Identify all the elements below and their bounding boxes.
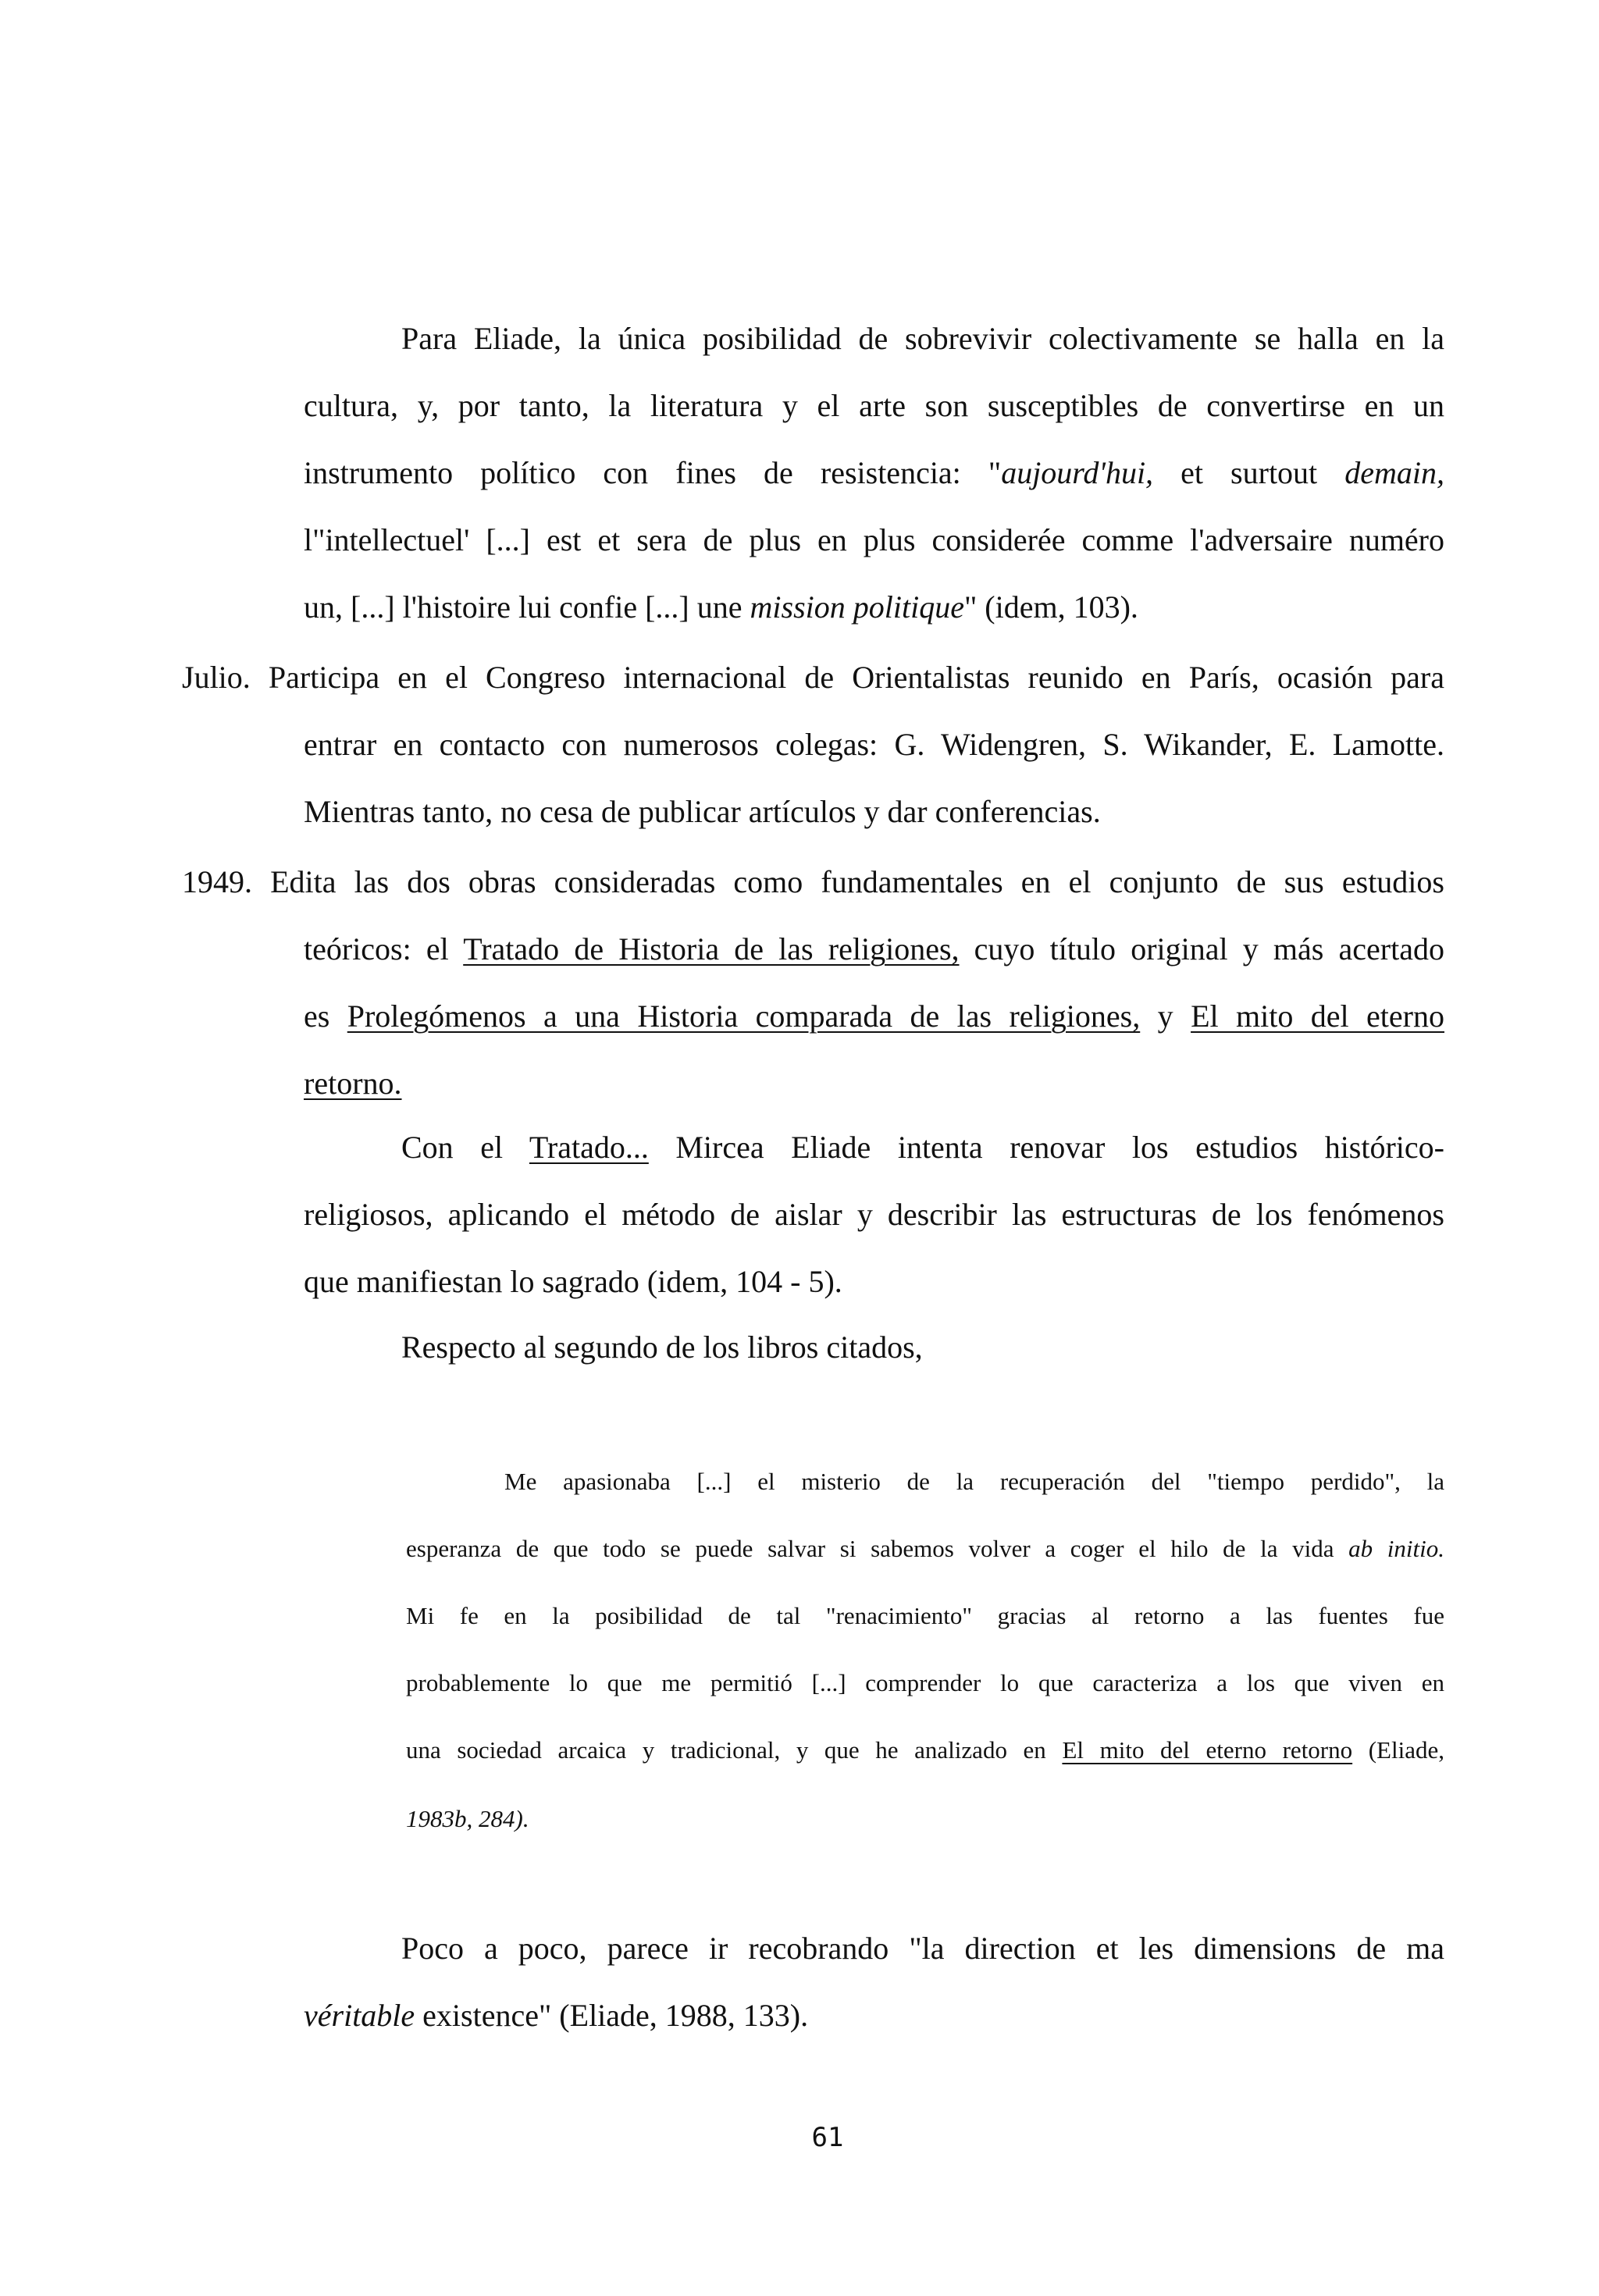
- text: l"intellectuel' [...] est et sera de plus en plus considerée comme l'adversaire numéro: [304, 522, 1444, 557]
- text: un, [...] l'histoire lui confie [...] une: [304, 589, 750, 625]
- underlined-book-title: El mito del eterno: [1191, 998, 1444, 1034]
- paragraph-2-line-3: [304, 1263, 842, 1301]
- paragraph-1-line-3: [304, 454, 1444, 492]
- underlined-book-title: retorno.: [304, 1066, 402, 1101]
- text: que manifiestan lo sagrado (idem, 104 - 5).: [304, 1264, 842, 1299]
- text: Respecto al segundo de los libros citados,: [401, 1330, 923, 1365]
- italic-text: mission politique: [750, 589, 964, 625]
- underlined-book-title: Prolegómenos a una Historia comparada de las religiones,: [347, 998, 1141, 1034]
- text: " (idem, 103).: [963, 589, 1138, 625]
- italic-text: demain,: [1344, 455, 1444, 490]
- paragraph-1-line-2: [304, 387, 1444, 425]
- text: Julio. Participa en el Congreso internacional de Orientalistas reunido en París, ocasión para: [182, 660, 1444, 695]
- text: Para Eliade, la única posibilidad de sobrevivir colectivamente se halla en la: [401, 321, 1444, 356]
- underlined-book-title: Tratado...: [529, 1130, 649, 1165]
- page-number: 61: [811, 2122, 844, 2153]
- text: existence" (Eliade, 1988, 133).: [415, 1998, 809, 2033]
- citation-text: 1983b, 284).: [406, 1805, 529, 1832]
- italic-text: aujourd'hui,: [1001, 455, 1154, 490]
- julio-line-1: [182, 659, 1444, 696]
- paragraph-1-line-5: [304, 589, 1138, 626]
- text: es: [304, 998, 347, 1034]
- italic-text: ab initio.: [1348, 1535, 1444, 1562]
- y1949-line-1: [182, 863, 1444, 901]
- text: 1949. Edita las dos obras consideradas como fundamentales en el conjunto de sus estudios: [182, 864, 1444, 899]
- text: Poco a poco, parece ir recobrando "la direction et les dimensions de ma: [401, 1931, 1444, 1966]
- text: cultura, y, por tanto, la literatura y el arte son susceptibles de convertirse en un: [304, 388, 1444, 423]
- text: Con el: [401, 1130, 529, 1165]
- text: cuyo título original y más acertado: [959, 931, 1444, 966]
- text: Mientras tanto, no cesa de publicar artículos y dar conferencias.: [304, 794, 1101, 829]
- julio-line-2: [304, 726, 1444, 764]
- paragraph-2-line-2: [304, 1196, 1444, 1233]
- text: probablemente lo que me permitió [...] comprender lo que caracteriza a los que viven en: [406, 1669, 1444, 1696]
- quote-line-5: [406, 1735, 1444, 1766]
- underlined-book-title: El mito del eterno retorno: [1062, 1736, 1353, 1764]
- text: Mi fe en la posibilidad de tal "renacimiento" gracias al retorno a las fuentes fue: [406, 1602, 1444, 1629]
- quote-line-1: [504, 1466, 1444, 1497]
- underlined-book-title: Tratado de Historia de las religiones,: [463, 931, 960, 966]
- paragraph-4-line-1: [401, 1930, 1444, 1967]
- y1949-line-3: [304, 998, 1444, 1035]
- quote-line-4: [406, 1668, 1444, 1699]
- text: et surtout: [1153, 455, 1345, 490]
- text: esperanza de que todo se puede salvar si sabemos volver a coger el hilo de la vida: [406, 1535, 1349, 1562]
- text: religiosos, aplicando el método de aislar y describir las estructuras de los fenómenos: [304, 1197, 1444, 1232]
- text: (Eliade,: [1352, 1736, 1444, 1764]
- text: instrumento político con fines de resistencia: ": [304, 455, 1002, 490]
- italic-text: véritable: [304, 1998, 415, 2033]
- text: una sociedad arcaica y tradicional, y que he analizado en: [406, 1736, 1063, 1764]
- y1949-line-2: [304, 931, 1444, 968]
- quote-line-2: [406, 1533, 1444, 1564]
- quote-line-6: [406, 1803, 529, 1835]
- paragraph-3-line-1: [401, 1329, 923, 1366]
- text: teóricos: el: [304, 931, 464, 966]
- text: y: [1140, 998, 1191, 1034]
- julio-line-3: [304, 793, 1101, 831]
- paragraph-1-line-4: [304, 521, 1444, 559]
- text: Mircea Eliade intenta renovar los estudios histórico-: [648, 1130, 1444, 1165]
- paragraph-4-line-2: [304, 1997, 808, 2034]
- paragraph-2-line-1: [401, 1129, 1444, 1166]
- paragraph-1-line-1: [401, 320, 1444, 358]
- quote-line-3: [406, 1600, 1444, 1632]
- text: Me apasionaba [...] el misterio de la recuperación del "tiempo perdido", la: [504, 1468, 1444, 1495]
- text: entrar en contacto con numerosos colegas: G. Widengren, S. Wikander, E. Lamotte.: [304, 727, 1444, 762]
- y1949-line-4: [304, 1065, 402, 1102]
